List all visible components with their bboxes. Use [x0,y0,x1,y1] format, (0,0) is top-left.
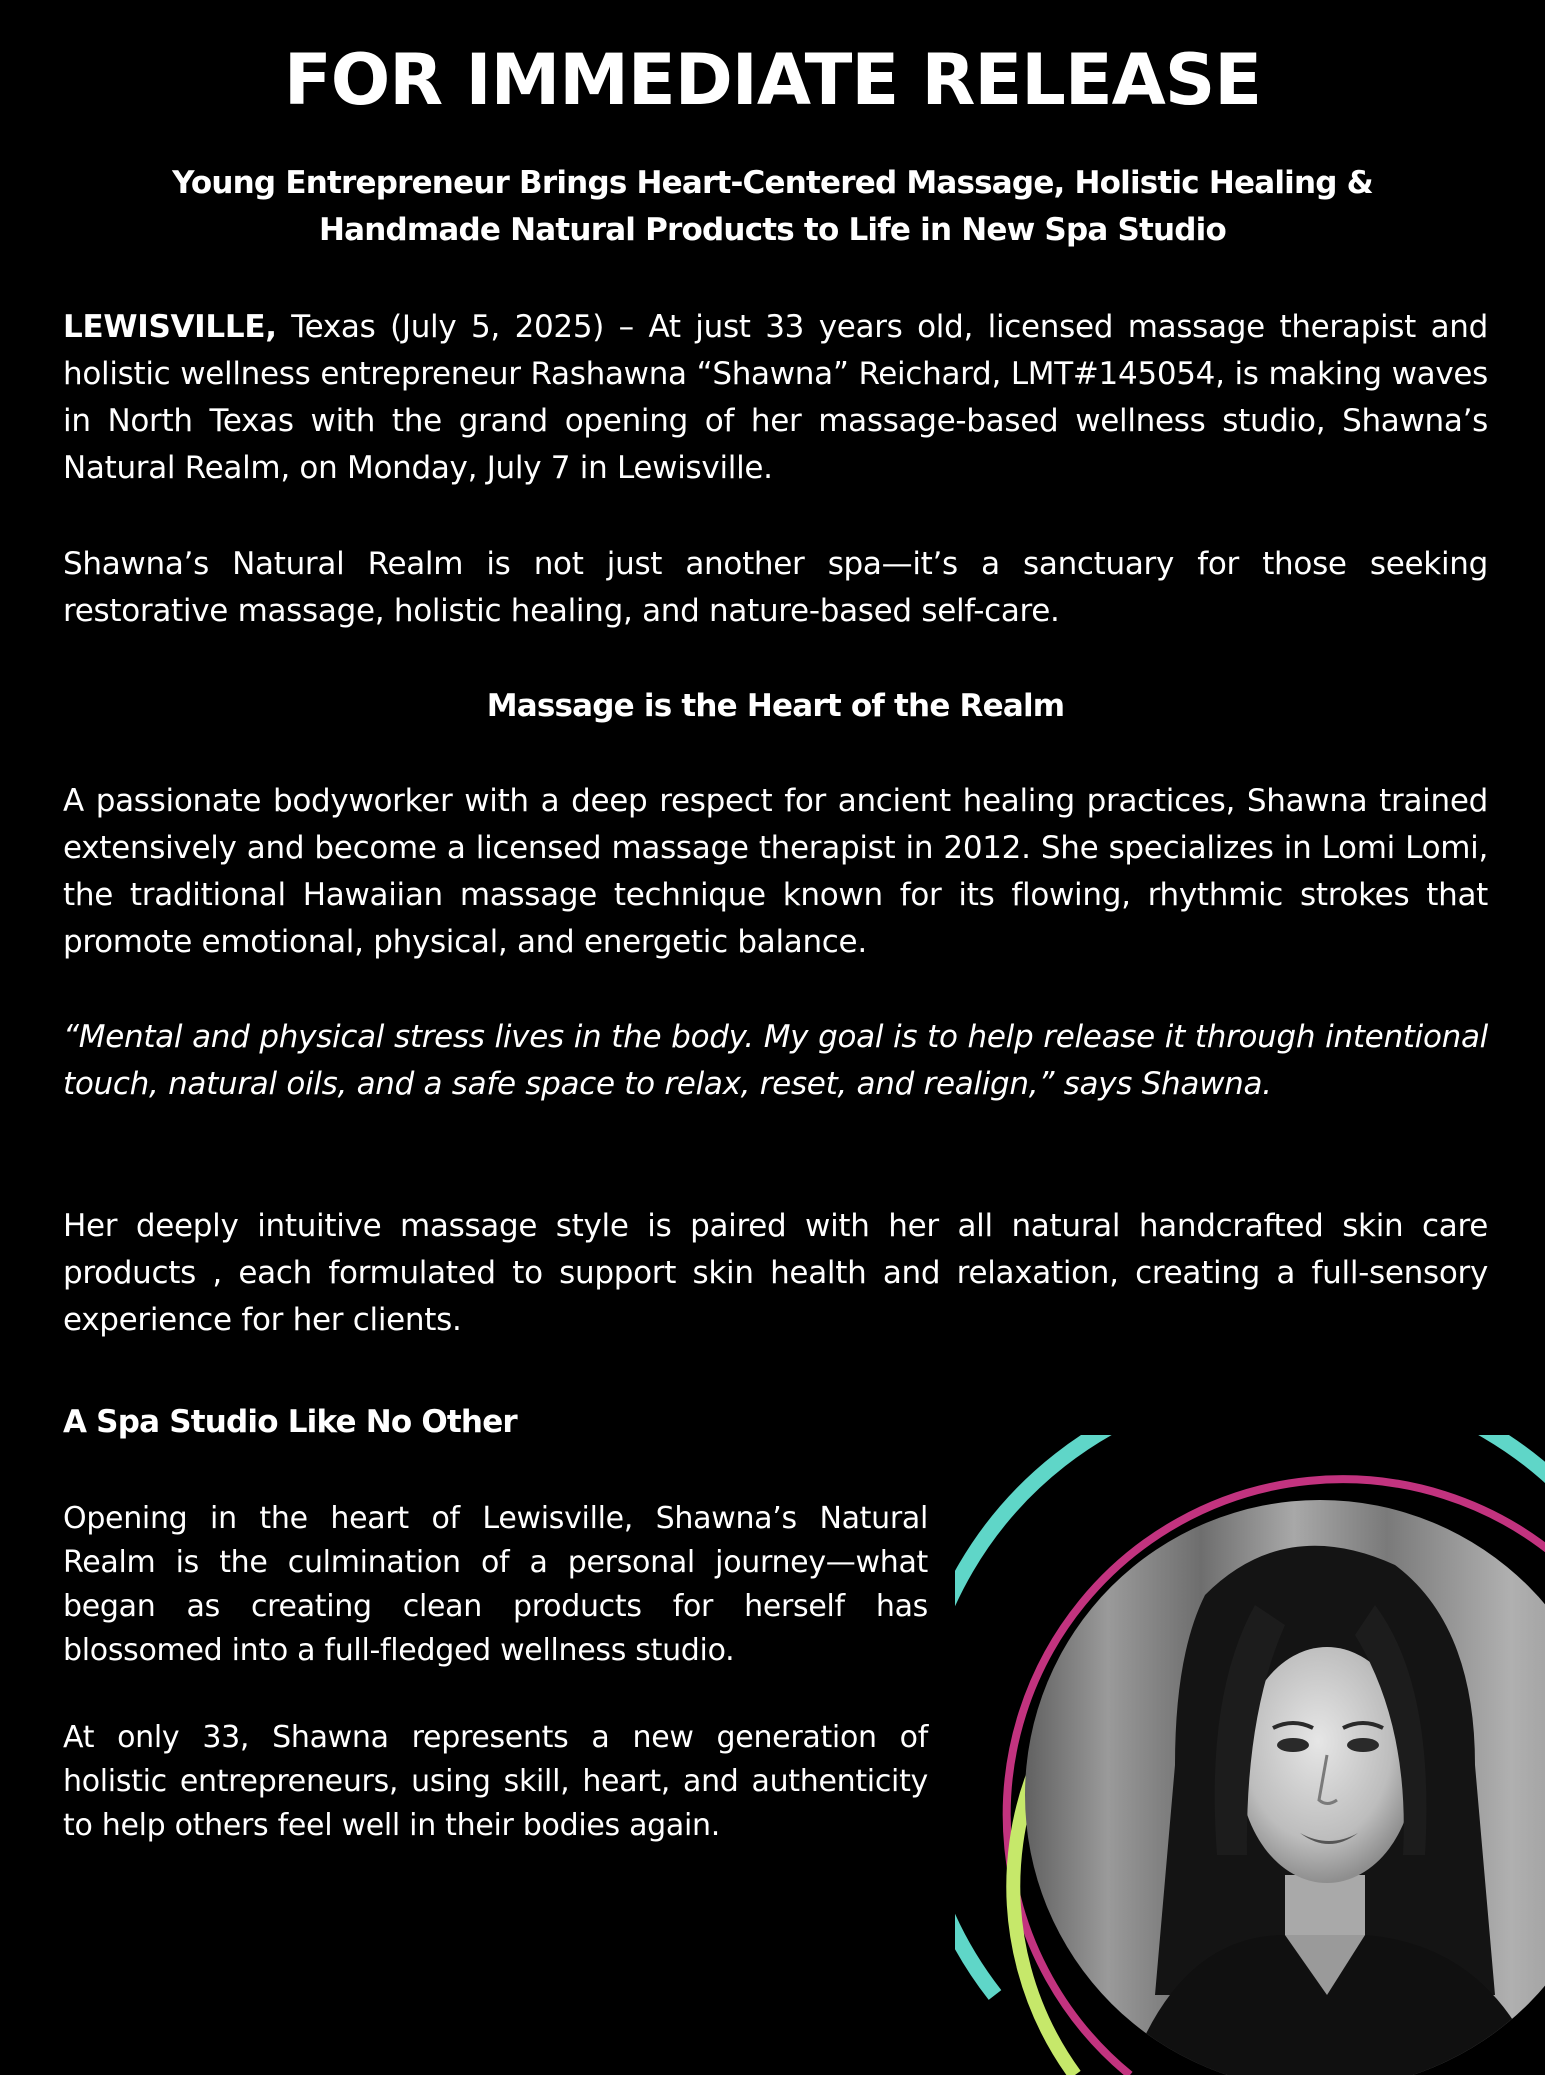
intro-text: Texas (July 5, 2025) – At just 33 years old, licensed massage therapist and holistic wellness entrepreneur Rashawna “Shawna” Reichard, LMT#145054, is making waves in North Texas with the grand opening of her massage-based wellness studio, Shawna’s Natural Realm, on Monday, July 7 in Lewisville. [63,309,1488,486]
section-heading-massage: Massage is the Heart of the Realm [486,688,1065,724]
section-heading-studio: A Spa Studio Like No Other [63,1404,517,1440]
studio-paragraph-1: Opening in the heart of Lewisville, Shawna’s Natural Realm is the culmination of a personal journey—what began as creating clean products for herself has blossomed into a full-fledged wellness studio. [63,1501,928,1668]
intro-paragraph [63,304,1488,492]
bodyworker-paragraph: A passionate bodyworker with a deep respect for ancient healing practices, Shawna trained extensively and become a licensed massage therapist in 2012. She specializes in Lomi Lomi, the traditional Hawaiian massage technique known for its flowing, rhythmic strokes that promote emotional, physical, and energetic balance. [63,783,1488,960]
portrait-photo [1015,1495,1545,2075]
quote-paragraph: “Mental and physical stress lives in the body. My goal is to help release it through intentional touch, natural oils, and a safe space to relax, reset, and realign,” says Shawna. [63,1019,1488,1102]
sanctuary-paragraph: Shawna’s Natural Realm is not just another spa—it’s a sanctuary for those seeking restorative massage, holistic healing, and nature-based self-care. [63,546,1488,629]
page-title: FOR IMMEDIATE RELEASE [283,39,1262,121]
subtitle-headline: Young Entrepreneur Brings Heart-Centered Massage, Holistic Healing & Handmade Natural Products to Life in New Spa Studio [172,165,1373,248]
products-paragraph: Her deeply intuitive massage style is paired with her all natural handcrafted skin care products , each formulated to support skin health and relaxation, creating a full-sensory experience for her clients. [63,1208,1488,1338]
portrait-image [955,1435,1545,2075]
dateline: LEWISVILLE, [63,309,277,345]
studio-paragraph-2: At only 33, Shawna represents a new generation of holistic entrepreneurs, using skill, heart, and authenticity to help others feel well in their bodies again. [63,1720,928,1843]
